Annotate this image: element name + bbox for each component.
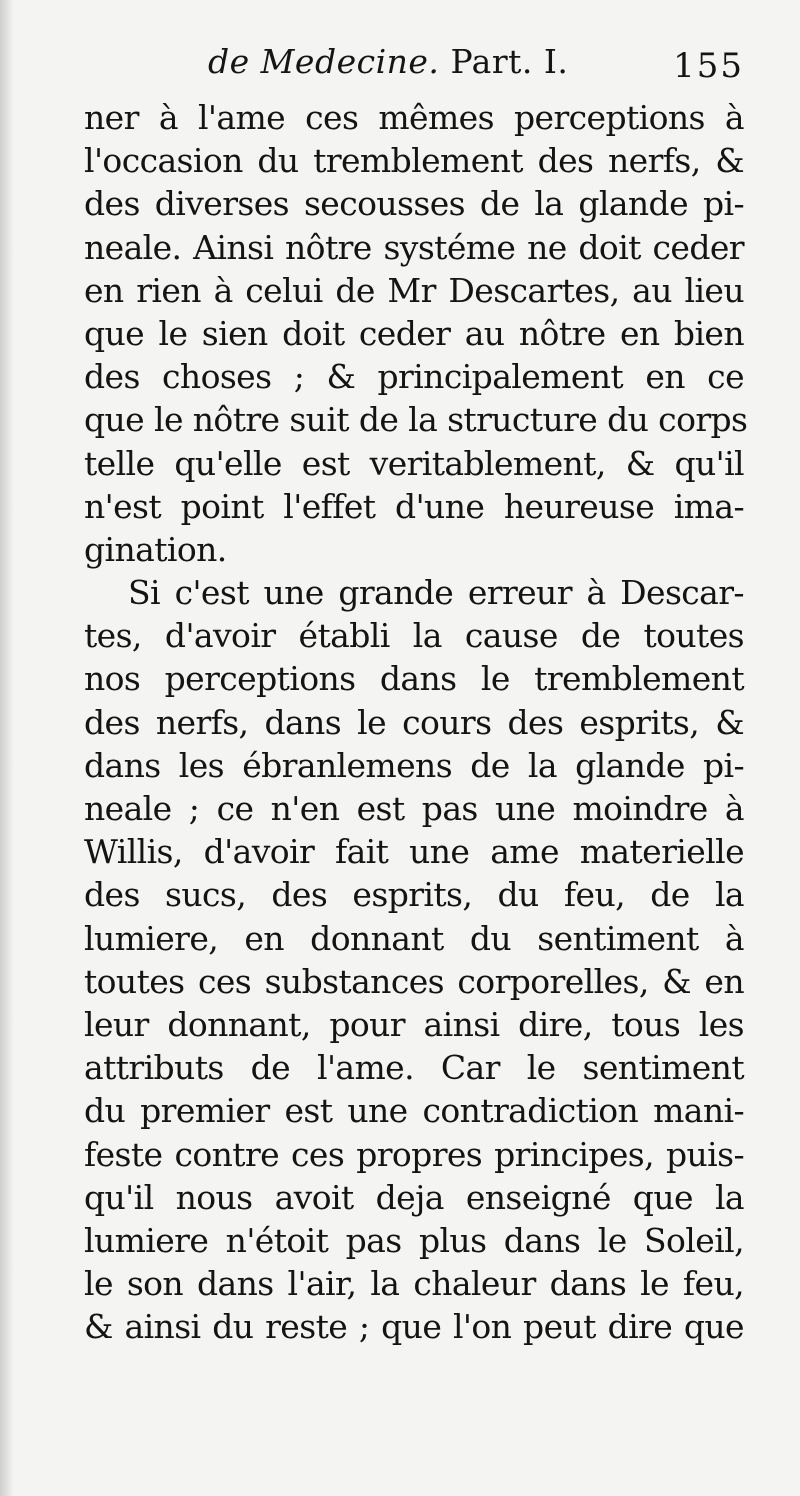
text-line: neale ; ce n'en est pas une moindre à — [84, 789, 744, 828]
text-line: des nerfs, dans le cours des esprits, & — [84, 702, 744, 742]
text-line: en rien à celui de Mr Descartes, au lieu — [84, 270, 744, 310]
text-line: & ainsi du reste ; que l'on peut dire que — [84, 1307, 744, 1347]
text-line: que le nôtre suit de la structure du corps — [84, 400, 748, 440]
text-line: qu'il nous avoit deja enseigné que la — [84, 1177, 744, 1217]
page-number: 155 — [673, 46, 744, 86]
running-title-italic: de Medecine. — [208, 42, 440, 81]
text-line: ner à l'ame ces mêmes perceptions à — [84, 98, 744, 137]
paragraph-first-line: Si c'est une grande erreur à Descar- — [128, 573, 744, 613]
running-title-part: Part. I. — [450, 42, 569, 81]
text-line: n'est point l'effet d'une heureuse ima- — [84, 486, 744, 526]
text-line: neale. Ainsi nôtre systéme ne doit ceder — [84, 227, 744, 267]
text-line: dans les ébranlemens de la glande pi- — [84, 745, 744, 785]
text-line: des sucs, des esprits, du feu, de la — [84, 875, 744, 915]
text-line: Willis, d'avoir fait une ame materielle — [84, 832, 744, 872]
text-line: lumiere, en donnant du sentiment à — [84, 918, 744, 958]
text-line: des choses ; & principalement en ce — [84, 357, 744, 397]
text-line: attributs de l'ame. Car le sentiment — [84, 1048, 744, 1088]
running-title — [208, 42, 568, 81]
text-line: du premier est une contradiction mani- — [84, 1091, 744, 1131]
text-line: le son dans l'air, la chaleur dans le feu, — [84, 1264, 744, 1304]
page-gutter-shadow — [0, 0, 14, 1496]
text-line: telle qu'elle est veritablement, & qu'il — [84, 443, 744, 483]
text-line: leur donnant, pour ainsi dire, tous les — [84, 1004, 744, 1044]
text-line: tes, d'avoir établi la cause de toutes — [84, 616, 744, 656]
text-line: que le sien doit ceder au nôtre en bien — [84, 313, 744, 353]
text-line: nos perceptions dans le tremblement — [84, 659, 744, 699]
text-line: toutes ces substances corporelles, & en — [84, 961, 744, 1001]
text-line: lumiere n'étoit pas plus dans le Soleil, — [84, 1220, 744, 1260]
body-text — [84, 96, 748, 1348]
page-header — [84, 42, 744, 98]
text-line: feste contre ces propres principes, puis- — [84, 1134, 744, 1174]
text-line: des diverses secousses de la glande pi- — [84, 184, 744, 224]
text-line: gination. — [84, 529, 227, 569]
text-line: l'occasion du tremblement des nerfs, & — [84, 141, 744, 181]
